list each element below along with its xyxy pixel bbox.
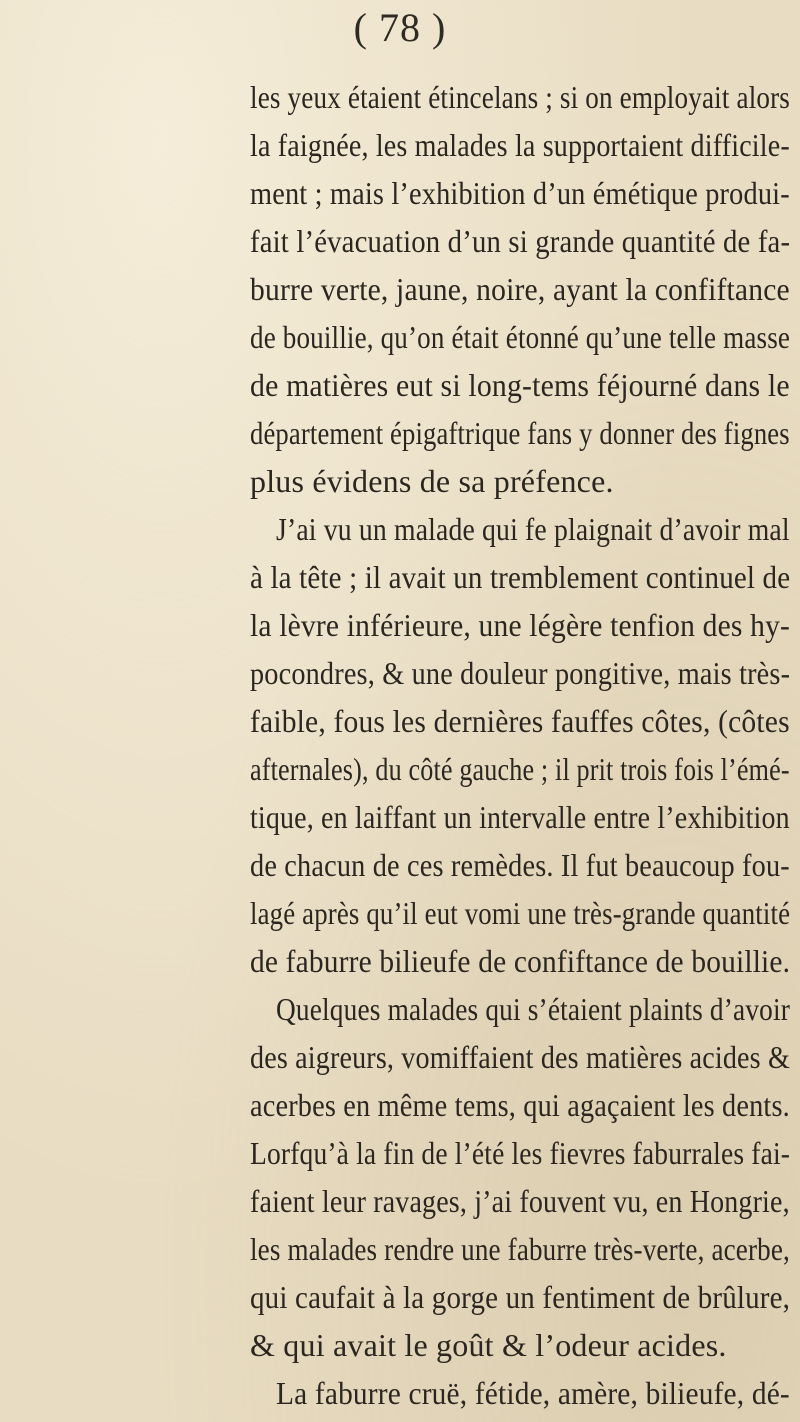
text-line: de bouillie, qu’on était étonné qu’une telle masse [250,319,791,355]
paragraph-start-line: J’ai vu un malade qui fe plaignait d’avoir mal [276,511,790,547]
text-line: plus évidens de sa préfence. [250,463,614,499]
text-line: la lèvre inférieure, une légère tenfion des hy- [250,607,791,643]
text-line: département épigaftrique fans y donner des fignes [250,415,790,451]
text-line: à la tête ; il avait un tremblement continuel de [250,559,791,595]
body-text [250,70,791,1411]
text-line: burre verte, jaune, noire, ayant la confiftance [250,271,790,307]
text-line: les malades rendre une faburre très-verte, acerbe, [250,1231,790,1267]
text-line: fait l’évacuation d’un si grande quantité de fa- [250,223,791,259]
paragraph-start-line: Quelques malades qui s’étaient plaints d’avoir [276,991,791,1027]
text-line: & qui avait le goût & l’odeur acides. [250,1327,727,1363]
paragraph-start-line: La faburre cruë, fétide, amère, bilieufe, dé- [276,1375,790,1411]
text-line: tique, en laiffant un intervalle entre l’exhibition [250,799,790,835]
text-line: faible, fous les dernières fauffes côtes, (côtes [250,703,790,739]
text-line: ment ; mais l’exhibition d’un émétique produi- [250,175,790,211]
text-line: lagé après qu’il eut vomi une très-grande quantité [250,895,791,931]
text-line: afternales), du côté gauche ; il prit trois fois l’émé- [250,751,790,787]
text-line: les yeux étaient étincelans ; si on employait alors [250,79,791,115]
page-number: ( 78 ) [353,5,447,50]
text-line: faient leur ravages, j’ai fouvent vu, en Hongrie, [250,1183,790,1219]
text-line: pocondres, & une douleur pongitive, mais très- [250,655,791,691]
text-line: la faignée, les malades la supportaient difficile- [250,127,790,163]
text-line: des aigreurs, vomiffaient des matières acides & [250,1039,790,1075]
text-line: qui caufait à la gorge un fentiment de brûlure, [250,1279,791,1315]
text-line: de chacun de ces remèdes. Il fut beaucoup fou- [250,847,790,883]
text-line: de matières eut si long-tems féjourné dans le [250,367,790,403]
text-line: Lorfqu’à la fin de l’été les fievres faburrales fai- [250,1135,791,1171]
text-line: acerbes en même tems, qui agaçaient les dents. [250,1087,790,1123]
text-line: de faburre bilieufe de confiftance de bouillie. [250,943,791,979]
